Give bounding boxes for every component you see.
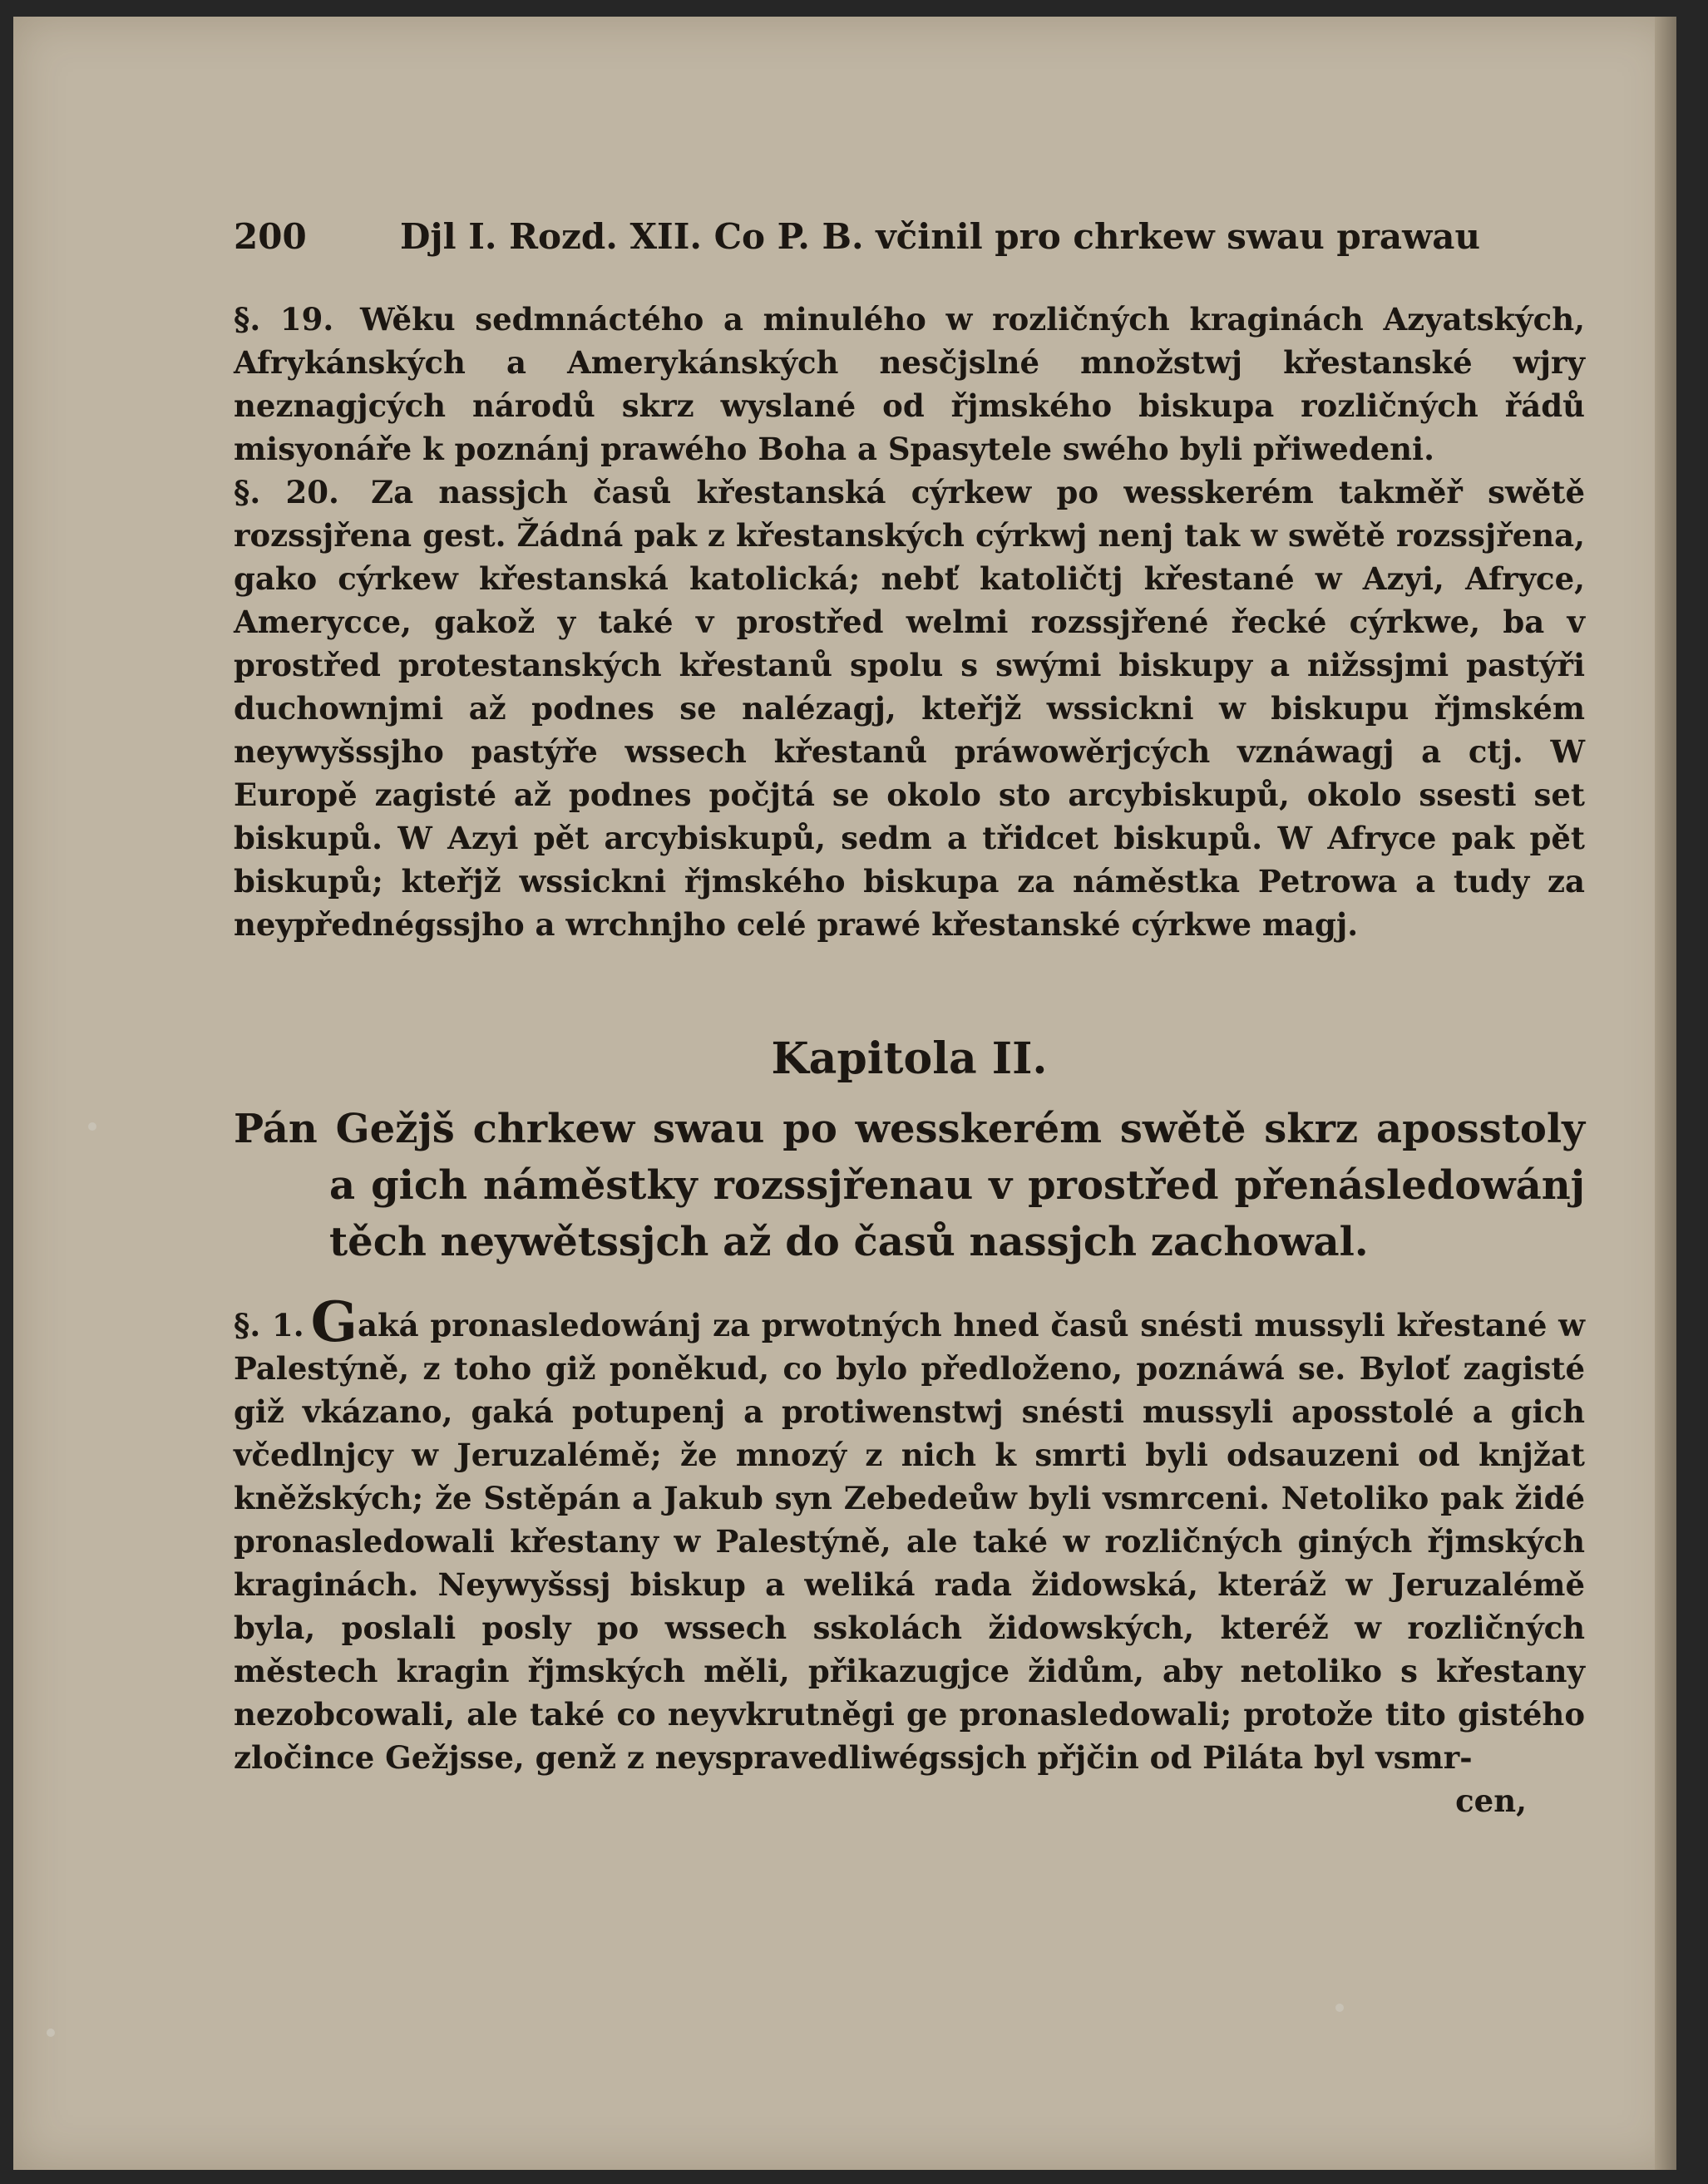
page-number: 200 (234, 216, 307, 257)
paragraph-19 (234, 298, 1585, 471)
page-content (234, 216, 1585, 1822)
section-mark: §. 1. (234, 1307, 304, 1343)
paragraph-text: Wěku sedmnáctého a minulého w rozličných kraginách Azyatských, Afrykánských a Amerykánských nesčjslné množstwj křestanské wjry neznagjcých národů skrz wyslané od řjmského biskupa rozličných řádů misyonáře k poznánj prawého Boha a Spasytele swého byli přiwedeni. (234, 301, 1585, 467)
book-page (13, 17, 1676, 2170)
paragraph-text: aká pronasledowánj za prwotných hned časů snésti mussyli křestané w Palestýně, z toho giž poněkud, co bylo předloženo, poznáwá se. Byloť zagisté giž vkázano, gaká potupenj a protiwenstwj snésti mussyli aposstolé a gich včedlnjcy w Jeruzalémě; že mnozý z nich k smrti byli odsauzeni od knjžat kněžských; že Sstěpán a Jakub syn Zebedeůw byli vsmrceni. Netoliko pak židé pronasledowali křestany w Palestýně, ale také w rozličných giných řjmských kraginách. Neywyšssj biskup a weliká rada židowská, kteráž w Jeruzalémě byla, poslali posly po wssech sskolách židowských, kteréž w rozličných městech kragin řjmských měli, přikazugjce židům, aby netoliko s křestany nezobcowali, ale také co neyvkrutněgi ge pronasledowali; protože tito gistého zločince Gežjsse, genž z neyspravedliwégssjch přjčin od Piláta byl vsmr- (234, 1307, 1585, 1776)
chapter-summary: Pán Gežjš chrkew swau po wesskerém swětě skrz aposstoly a gich náměstky rozssjřenau v prostřed přenásledowánj těch neywětssjch až do časů nassjch zachowal. (234, 1106, 1585, 1265)
catchword: cen, (1455, 1782, 1527, 1819)
paper-speck (88, 1122, 96, 1131)
book-spine-shadow (1655, 17, 1676, 2170)
section-mark: §. 20. (234, 474, 339, 510)
paragraph-text: Za nassjch časů křestanská cýrkew po wesskerém takměř swětě rozssjřena gest. Žádná pak z křestanských cýrkwj nenj tak w swětě rozssjřena, gako cýrkew křestanská katolická; nebť katoličtj křestané w Azyi, Afryce, Amerycce, gakož y také v prostřed welmi rozssjřené řecké cýrkwe, ba v prostřed protestanských křestanů spolu s swými biskupy a nižssjmi pastýři duchownjmi až podnes se nalézagj, kteřjž wssickni w biskupu řjmském neywyšssjho pastýře wssech křestanů práwowěrjcých vznáwagj a ctj. W Europě zagisté až podnes počjtá se okolo sto arcybiskupů, okolo ssesti set biskupů. W Azyi pět arcybiskupů, sedm a třidcet biskupů. W Afryce pak pět biskupů; kteřjž wssickni řjmského biskupa za náměstka Petrowa a tudy za neypřednégssjho a wrchnjho celé prawé křestanské cýrkwe magj. (234, 474, 1586, 943)
chapter-title: Kapitola II. (771, 1033, 1048, 1084)
running-head: Djl I. Rozd. XII. Co P. B. včinil pro chrkew swau prawau (400, 216, 1481, 257)
paper-speck (47, 2029, 55, 2037)
paragraph-20 (234, 471, 1585, 946)
initial-letter: G (310, 1289, 358, 1354)
paragraph-1 (234, 1289, 1585, 1779)
section-mark: §. 19. (234, 301, 334, 338)
paper-speck (1335, 2004, 1344, 2012)
running-header (234, 216, 1585, 266)
